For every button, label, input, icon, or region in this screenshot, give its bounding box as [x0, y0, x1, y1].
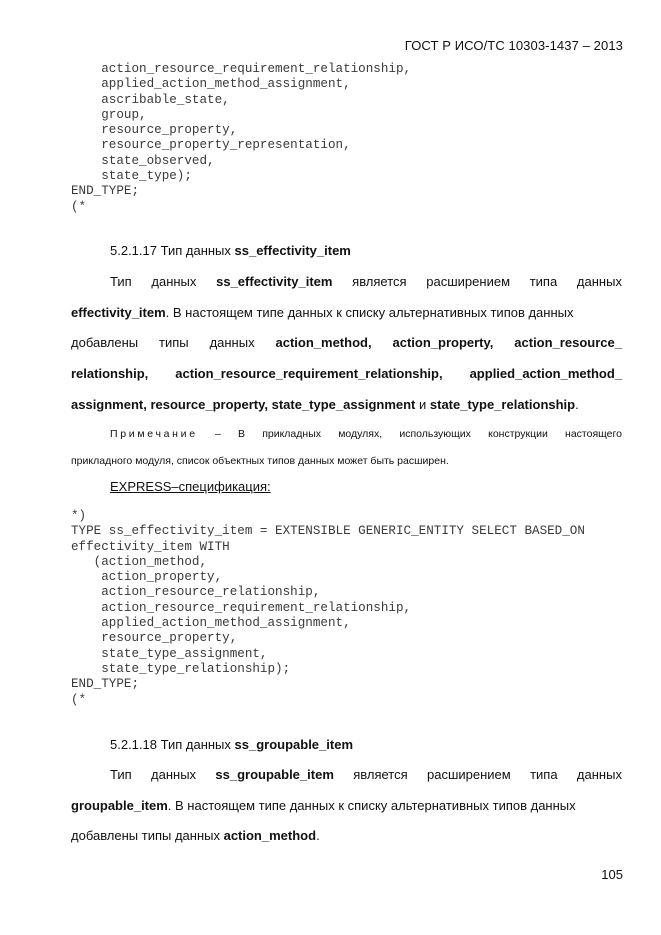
code-line: group,	[71, 107, 147, 122]
note-line: Примечание – В прикладных модулях, использующих конструкции настоящего	[71, 421, 622, 448]
paragraph-line: relationship, action_resource_requirement_relationship, applied_action_method_	[71, 366, 622, 382]
express-spec-label: EXPRESS–спецификация:	[110, 479, 271, 494]
code-line: resource_property,	[71, 123, 238, 138]
section-heading-18: 5.2.1.18 Тип данных ss_groupable_item	[110, 737, 354, 752]
code-line: ascribable_state,	[71, 92, 230, 107]
code-line: *)	[71, 509, 87, 523]
code-block-top	[71, 62, 411, 215]
code-line: action_property,	[71, 570, 223, 585]
page-number: 105	[601, 867, 623, 882]
code-line: TYPE ss_effectivity_item = EXTENSIBLE GENERIC_ENTITY SELECT BASED_ON	[71, 524, 585, 539]
code-line: state_type_relationship);	[71, 661, 291, 676]
paragraph-line: добавлены типы данных action_method.	[71, 828, 320, 844]
note-label: Примечание	[110, 428, 198, 440]
code-line: action_resource_requirement_relationship,	[71, 600, 412, 615]
code-line: action_resource_relationship,	[71, 585, 321, 600]
code-line: END_TYPE;	[71, 184, 140, 199]
paragraph-line: Тип данных ss_groupable_item является расширением типа данных	[110, 767, 622, 782]
code-line: applied_action_method_assignment,	[71, 77, 351, 92]
code-line: state_observed,	[71, 153, 215, 168]
code-line: (action_method,	[71, 554, 208, 569]
code-line: action_resource_requirement_relationship,	[71, 62, 412, 76]
document-header: ГОСТ Р ИСО/ТС 10303-1437 – 2013	[404, 38, 623, 53]
code-line: (*	[71, 692, 87, 707]
code-line: (*	[71, 199, 87, 214]
paragraph-line: assignment, resource_property, state_type_assignment и state_type_relationship.	[71, 396, 579, 412]
section-heading-17: 5.2.1.17 Тип данных ss_effectivity_item	[110, 243, 351, 258]
code-line: resource_property,	[71, 631, 238, 646]
code-line: resource_property_representation,	[71, 138, 351, 153]
code-line: effectivity_item WITH	[71, 539, 230, 554]
paragraph-18	[71, 760, 622, 852]
paragraph-line: Тип данных ss_effectivity_item является расширением типа данных	[110, 274, 622, 289]
code-line: state_type);	[71, 169, 192, 184]
paragraph-line: добавлены типы данных action_method, action_property, action_resource_	[71, 335, 622, 351]
code-line: END_TYPE;	[71, 677, 140, 692]
code-line: state_type_assignment,	[71, 646, 268, 661]
note-block	[71, 421, 622, 475]
code-line: applied_action_method_assignment,	[71, 616, 351, 631]
paragraph-line: effectivity_item. В настоящем типе данных к списку альтернативных типов данных	[71, 304, 574, 320]
paragraph-line: groupable_item. В настоящем типе данных к списку альтернативных типов данных	[71, 797, 576, 813]
code-block-effectivity	[71, 509, 585, 708]
paragraph-17	[71, 267, 622, 420]
note-line: прикладного модуля, список объектных типов данных может быть расширен.	[71, 455, 449, 467]
